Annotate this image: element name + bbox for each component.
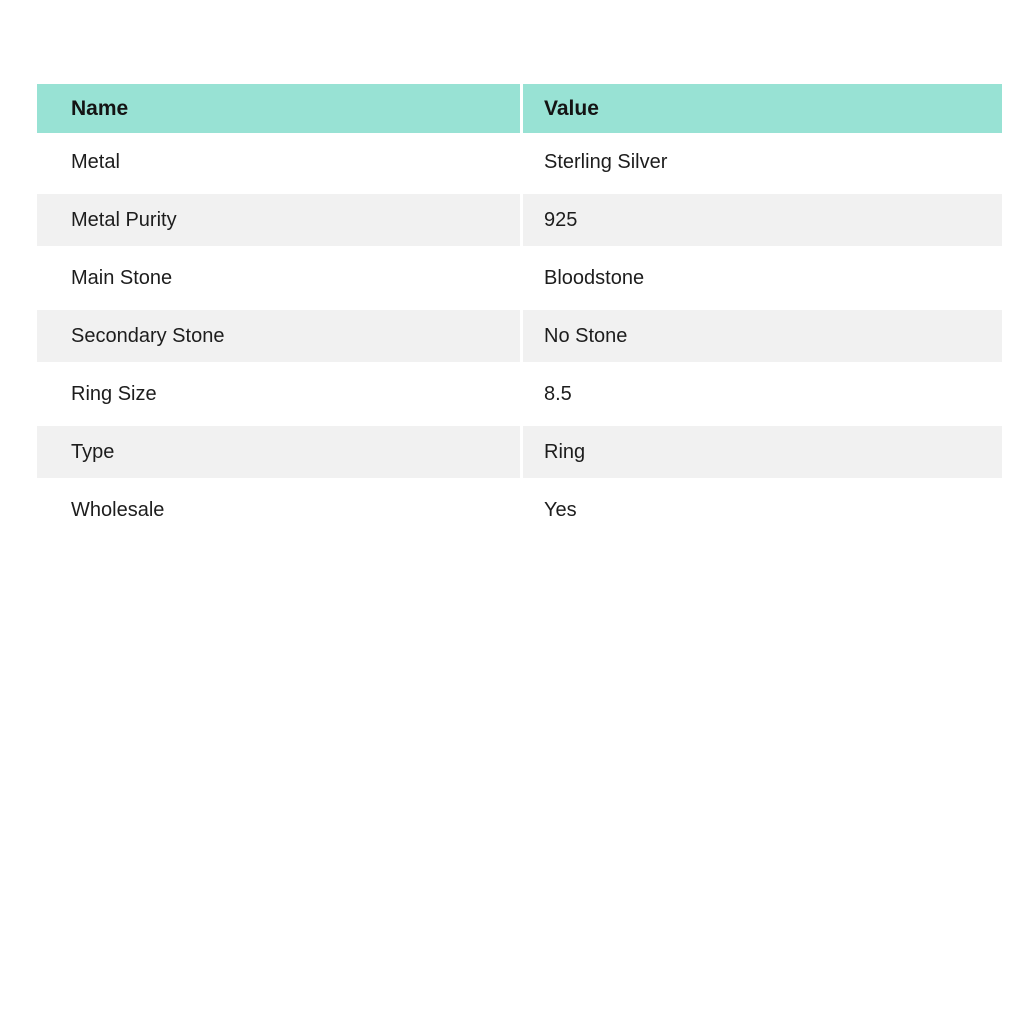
table-row xyxy=(37,307,1002,365)
row-name-text: Metal Purity xyxy=(71,209,177,231)
header-name-label: Name xyxy=(71,97,129,120)
row-name-text: Metal xyxy=(71,151,120,173)
row-name-cell xyxy=(37,249,523,307)
row-value-text: Ring xyxy=(544,441,586,463)
row-name-cell xyxy=(37,310,523,362)
table-header-row xyxy=(37,84,1002,133)
row-value-text: 8.5 xyxy=(544,383,572,405)
header-value-label: Value xyxy=(544,97,599,120)
row-name-text: Wholesale xyxy=(71,499,165,521)
row-name-text: Secondary Stone xyxy=(71,325,225,347)
row-name-cell xyxy=(37,426,523,478)
table-row xyxy=(37,481,1002,539)
row-value-cell xyxy=(523,365,1002,423)
header-cell-value xyxy=(523,84,1002,133)
row-name-cell xyxy=(37,194,523,246)
row-value-cell xyxy=(523,133,1002,191)
row-value-cell xyxy=(523,249,1002,307)
row-name-text: Main Stone xyxy=(71,267,173,289)
header-cell-name xyxy=(37,84,523,133)
table-row xyxy=(37,365,1002,423)
table-row xyxy=(37,191,1002,249)
table-row xyxy=(37,249,1002,307)
table-row xyxy=(37,133,1002,191)
row-name-cell xyxy=(37,133,523,191)
row-value-text: Sterling Silver xyxy=(544,151,668,173)
row-value-cell xyxy=(523,426,1002,478)
row-name-text: Type xyxy=(71,441,115,463)
row-value-cell xyxy=(523,481,1002,539)
row-value-text: 925 xyxy=(544,209,578,231)
row-name-text: Ring Size xyxy=(71,383,157,405)
row-value-cell xyxy=(523,310,1002,362)
row-value-text: Yes xyxy=(544,499,577,521)
row-name-cell xyxy=(37,481,523,539)
row-value-text: No Stone xyxy=(544,325,628,347)
attribute-table xyxy=(37,84,1002,539)
row-value-cell xyxy=(523,194,1002,246)
table-row xyxy=(37,423,1002,481)
row-value-text: Bloodstone xyxy=(544,267,645,289)
row-name-cell xyxy=(37,365,523,423)
